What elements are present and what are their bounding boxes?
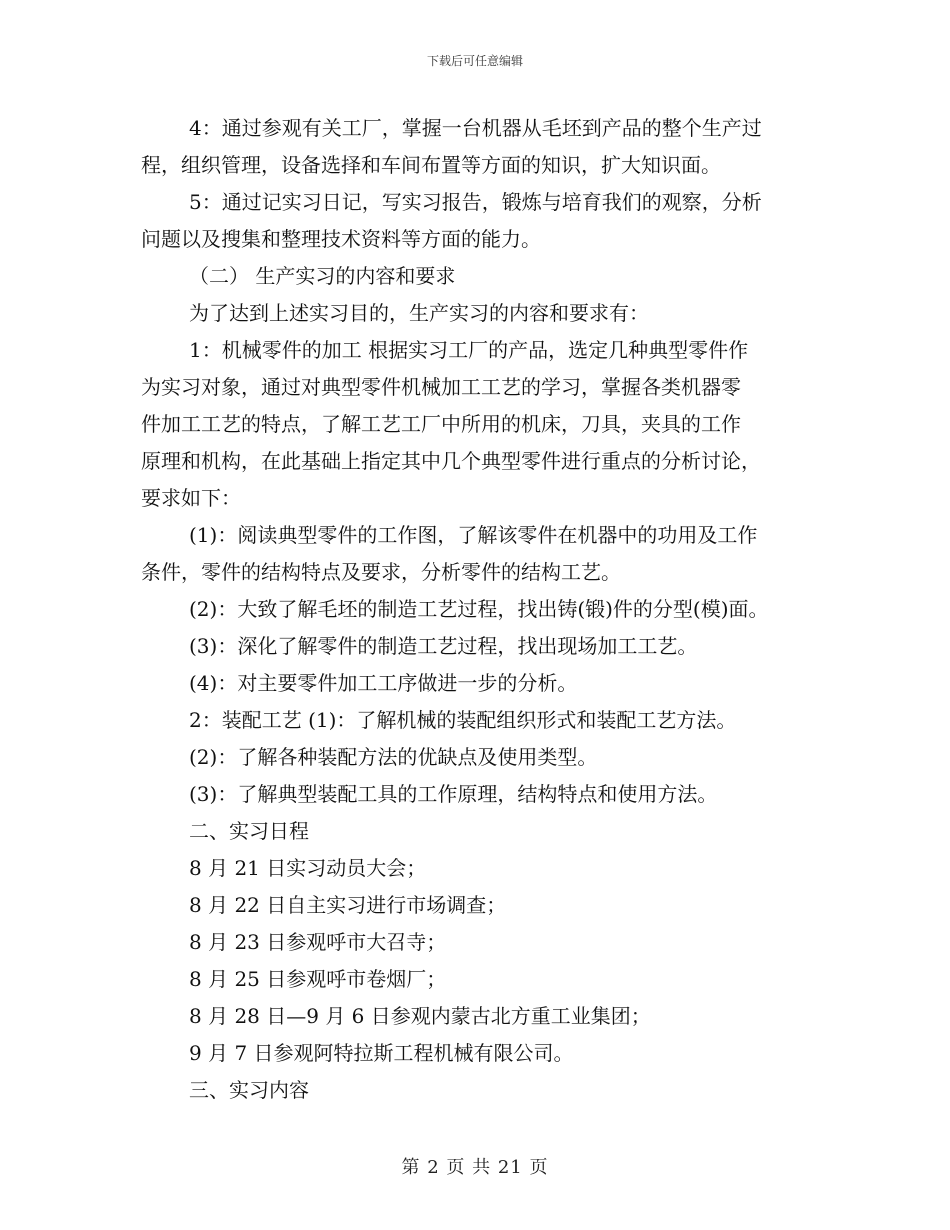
paragraph-item-4: (4)：对主要零件加工工序做进一步的分析。: [189, 671, 578, 695]
schedule-item: 8 月 21 日实习动员大会；: [189, 856, 427, 880]
schedule-item: 8 月 28 日—9 月 6 日参观内蒙古北方重工业集团；: [189, 1004, 651, 1028]
paragraph-line: 条件，零件的结构特点及要求，分析零件的结构工艺。: [141, 560, 621, 584]
paragraph-line: 5：通过记实习日记，写实习报告，锻炼与培育我们的观察，分析: [189, 190, 762, 214]
page-footer: 第 2 页 共 21 页: [401, 1157, 549, 1178]
section-heading-schedule: 二、实习日程: [189, 819, 309, 843]
paragraph-goal-4: [141, 110, 831, 184]
paragraph-line: 要求如下：: [141, 486, 241, 510]
paragraph-item-1: [141, 517, 831, 591]
paragraph-assembly-3: (3)：了解典型装配工具的工作原理，结构特点和使用方法。: [189, 782, 718, 806]
page-header: 下载后可任意编辑: [426, 54, 523, 68]
document-body: [141, 110, 831, 1109]
schedule-item: 8 月 23 日参观呼市大召寺；: [189, 930, 447, 954]
paragraph-item-3: (3)：深化了解零件的制造工艺过程，找出现场加工工艺。: [189, 634, 698, 658]
paragraph-line: 4：通过参观有关工厂，掌握一台机器从毛坯到产品的整个生产过: [189, 116, 762, 140]
paragraph-line: (1)：阅读典型零件的工作图，了解该零件在机器中的功用及工作: [189, 523, 758, 547]
schedule-item: 9 月 7 日参观阿特拉斯工程机械有限公司。: [189, 1041, 574, 1065]
paragraph-line: 原理和机构，在此基础上指定其中几个典型零件进行重点的分析讨论，: [141, 449, 761, 473]
paragraph-intro: 为了达到上述实习目的，生产实习的内容和要求有：: [189, 301, 649, 325]
paragraph-line: 问题以及搜集和整理技术资料等方面的能力。: [141, 227, 541, 251]
paragraph-assembly: 2：装配工艺 (1)：了解机械的装配组织形式和装配工艺方法。: [189, 708, 737, 732]
paragraph-line: 为实习对象，通过对典型零件机械加工工艺的学习，掌握各类机器零: [141, 375, 741, 399]
paragraph-goal-5: [141, 184, 831, 258]
paragraph-line: 件加工工艺的特点，了解工艺工厂中所用的机床，刀具，夹具的工作: [141, 412, 741, 436]
paragraph-machining: [141, 332, 831, 517]
section-heading-content: 三、实习内容: [189, 1078, 309, 1102]
schedule-item: 8 月 25 日参观呼市卷烟厂；: [189, 967, 447, 991]
paragraph-line: 程，组织管理，设备选择和车间布置等方面的知识，扩大知识面。: [141, 153, 721, 177]
paragraph-item-2: (2)：大致了解毛坯的制造工艺过程，找出铸(锻)件的分型(模)面。: [189, 597, 769, 621]
paragraph-line: 1：机械零件的加工 根据实习工厂的产品，选定几种典型零件作: [189, 338, 749, 362]
paragraph-assembly-2: (2)：了解各种装配方法的优缺点及使用类型。: [189, 745, 598, 769]
schedule-item: 8 月 22 日自主实习进行市场调查；: [189, 893, 507, 917]
section-heading-content-requirements: （二） 生产实习的内容和要求: [189, 264, 456, 288]
